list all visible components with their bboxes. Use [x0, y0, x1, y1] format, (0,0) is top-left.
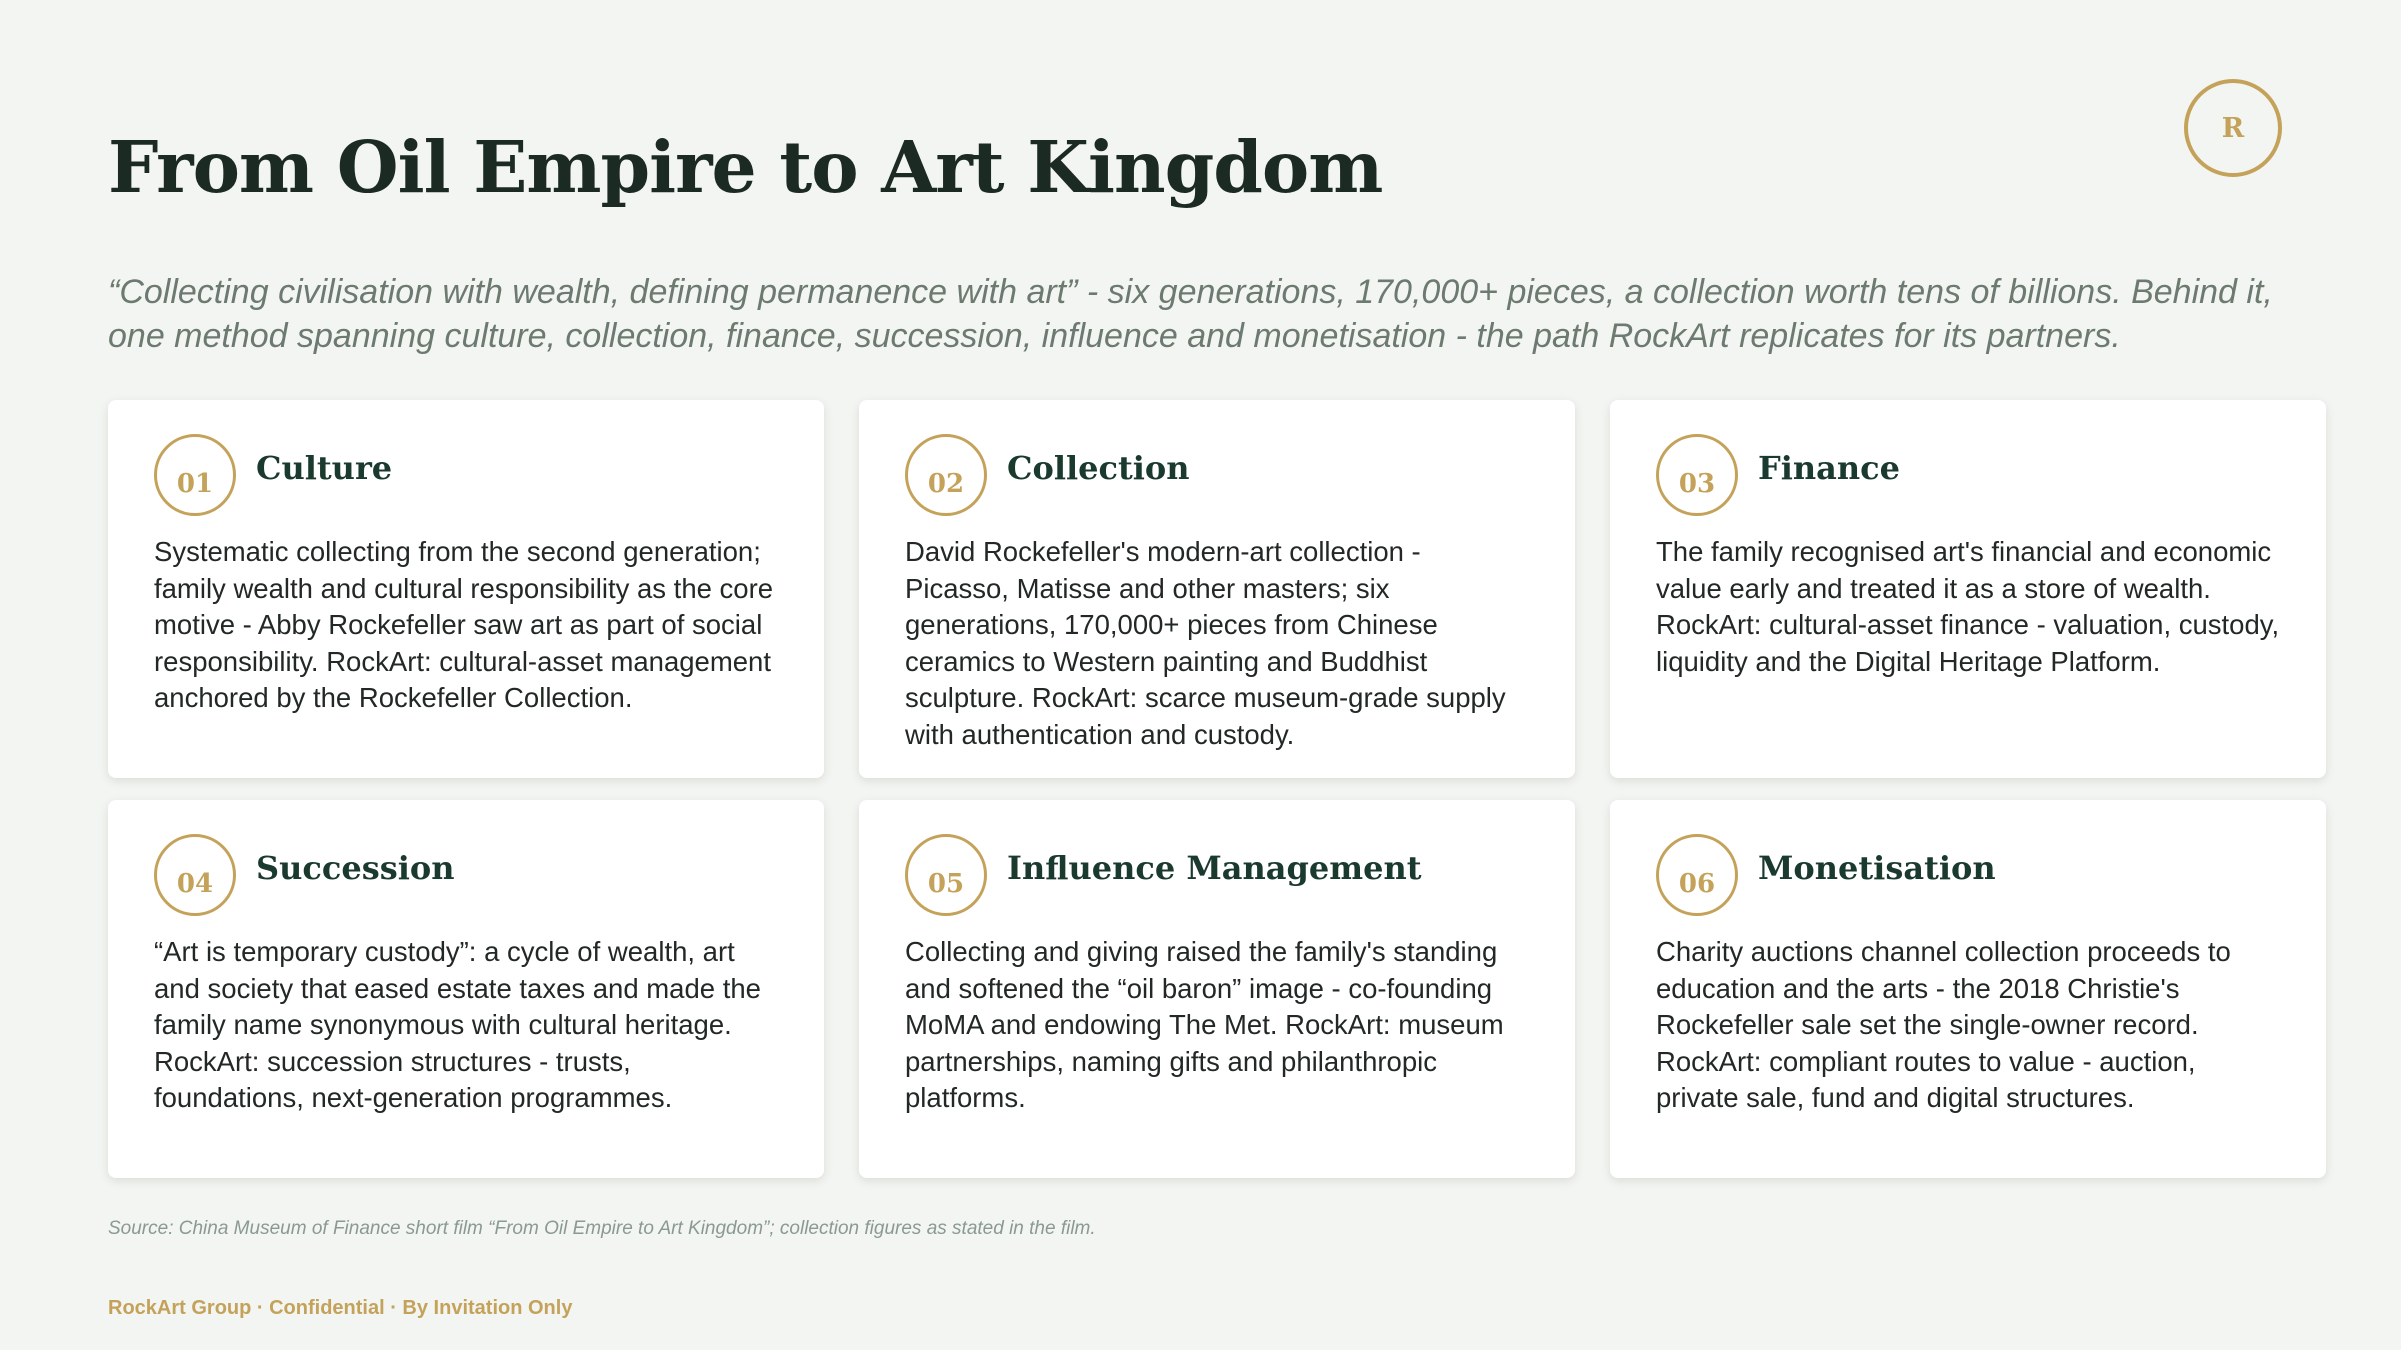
card-body: Charity auctions channel collection proceeds to education and the arts - the 2018 Christie's Rockefeller sale set the single-owner record. RockArt: compliant routes to value - auction, private sale, fund and digital structures. [1656, 936, 2231, 1113]
card-body: “Art is temporary custody”: a cycle of wealth, art and society that eased estate taxes and made the family name synonymous with cultural heritage. RockArt: succession structures - trusts, foundations, next-generation programmes. [154, 936, 761, 1113]
card-number-badge: 02 [905, 434, 987, 516]
card-body: David Rockefeller's modern-art collection - Picasso, Matisse and other masters; six generations, 170,000+ pieces from Chinese ceramics to Western painting and Buddhist sculpture. RockArt: scarce museum-grade supply with authentication and custody. [905, 536, 1506, 750]
card-title: Influence Management [1007, 849, 1422, 887]
card-header [1656, 434, 2280, 516]
card-body: The family recognised art's financial and economic value early and treated it as a store of wealth. RockArt: cultural-asset finance - valuation, custody, liquidity and the Digital Heritage Platform. [1656, 536, 2280, 677]
card-number-badge: 04 [154, 834, 236, 916]
card-number-badge: 06 [1656, 834, 1738, 916]
brand-logo [2184, 79, 2282, 177]
card-header [905, 434, 1529, 516]
card-title: Finance [1758, 449, 1900, 487]
card-number-badge: 03 [1656, 434, 1738, 516]
pillar-card-monetisation [1610, 800, 2326, 1178]
card-title: Monetisation [1758, 849, 1996, 887]
pillar-card-influence-management [859, 800, 1575, 1178]
card-body: Systematic collecting from the second generation; family wealth and cultural responsibility as the core motive - Abby Rockefeller saw art as part of social responsibility. RockArt: cultural-asset management anchored by the Rockefeller Collection. [154, 536, 774, 713]
card-header [1656, 834, 2280, 916]
source-note: Source: China Museum of Finance short film “From Oil Empire to Art Kingdom”; collection figures as stated in the film. [108, 1218, 1096, 1239]
pillar-card-finance [1610, 400, 2326, 778]
card-title: Culture [256, 449, 393, 487]
card-title: Succession [256, 849, 455, 887]
pillar-card-succession [108, 800, 824, 1178]
card-header [154, 834, 778, 916]
page-subtitle: “Collecting civilisation with wealth, defining permanence with art” - six generations, 170,000+ pieces, a collection worth tens of billions. Behind it, one method spanning culture, collection, finance, succession, influence and monetisation - the path RockArt replicates for its partners. [108, 273, 2273, 355]
card-header [154, 434, 778, 516]
pillars-grid [108, 400, 2326, 1178]
card-number-badge: 01 [154, 434, 236, 516]
footer-confidential: RockArt Group · Confidential · By Invitation Only [108, 1297, 573, 1319]
card-title: Collection [1007, 449, 1190, 487]
card-number-badge: 05 [905, 834, 987, 916]
page-title: From Oil Empire to Art Kingdom [108, 125, 1383, 209]
card-header [905, 834, 1529, 916]
pillar-card-culture [108, 400, 824, 778]
brand-logo-letter: R [2221, 112, 2245, 144]
card-body: Collecting and giving raised the family's standing and softened the “oil baron” image - co-founding MoMA and endowing The Met. RockArt: museum partnerships, naming gifts and philanthropic platforms. [905, 936, 1504, 1113]
pillar-card-collection [859, 400, 1575, 778]
